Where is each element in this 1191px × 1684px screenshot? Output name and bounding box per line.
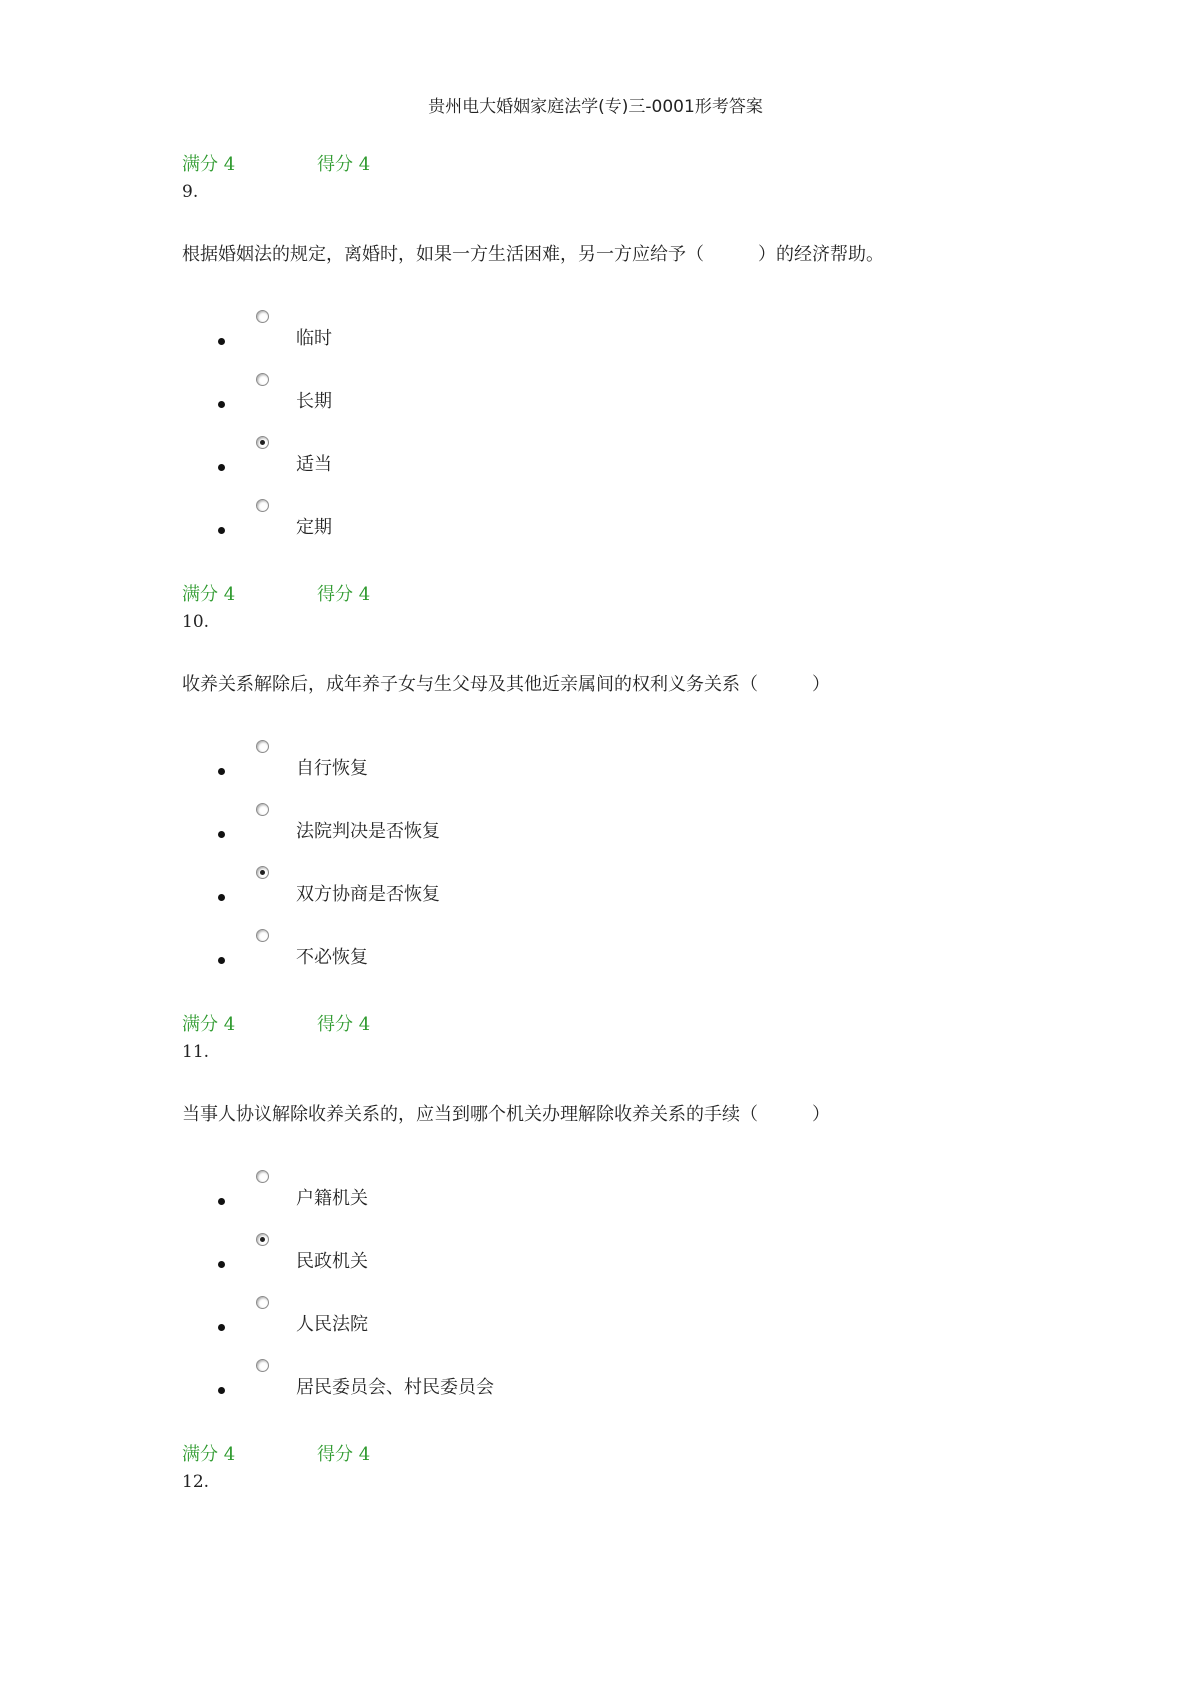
score-line [182, 1010, 1082, 1034]
option-label: 民政机关 [296, 1251, 368, 1272]
radio-button[interactable] [256, 310, 269, 323]
option-label: 不必恢复 [296, 947, 368, 968]
bullet-icon [218, 894, 225, 901]
full-score: 满分 4 [182, 154, 236, 175]
option-label: 自行恢复 [296, 758, 368, 779]
full-score: 满分 4 [182, 1444, 236, 1465]
question-number: 11. [182, 1042, 210, 1062]
option-label: 户籍机关 [296, 1188, 368, 1209]
option-label: 临时 [296, 328, 332, 349]
question-text: 当事人协议解除收养关系的，应当到哪个机关办理解除收养关系的手续（ ） [182, 1104, 830, 1125]
bullet-icon [218, 401, 225, 408]
bullet-icon [218, 1387, 225, 1394]
radio-button[interactable] [256, 499, 269, 512]
radio-button[interactable] [256, 1233, 269, 1246]
question-9 [182, 150, 1082, 538]
question-number: 10. [182, 612, 210, 632]
question-number: 9. [182, 182, 199, 202]
radio-button[interactable] [256, 1359, 269, 1372]
score-line [182, 580, 1082, 604]
bullet-icon [218, 768, 225, 775]
option-label: 适当 [296, 454, 332, 475]
radio-button[interactable] [256, 803, 269, 816]
got-score: 得分 4 [317, 1014, 371, 1035]
question-10 [182, 580, 1082, 968]
bullet-icon [218, 1324, 225, 1331]
radio-button[interactable] [256, 866, 269, 879]
question-text: 收养关系解除后，成年养子女与生父母及其他近亲属间的权利义务关系（ ） [182, 674, 830, 695]
got-score: 得分 4 [317, 584, 371, 605]
bullet-icon [218, 527, 225, 534]
bullet-icon [218, 1198, 225, 1205]
bullet-icon [218, 464, 225, 471]
question-12 [182, 1440, 1082, 1492]
option-label: 法院判决是否恢复 [296, 821, 440, 842]
option-label: 居民委员会、村民委员会 [296, 1377, 494, 1398]
bullet-icon [218, 831, 225, 838]
question-number: 12. [182, 1472, 210, 1492]
option-label: 长期 [296, 391, 332, 412]
score-line [182, 1440, 1082, 1464]
radio-button[interactable] [256, 1170, 269, 1183]
score-line [182, 150, 1082, 174]
radio-button[interactable] [256, 740, 269, 753]
radio-button[interactable] [256, 436, 269, 449]
page-header: 贵州电大婚姻家庭法学(专)三-0001形考答案 [428, 97, 763, 117]
option-label: 定期 [296, 517, 332, 538]
full-score: 满分 4 [182, 584, 236, 605]
got-score: 得分 4 [317, 154, 371, 175]
bullet-icon [218, 338, 225, 345]
question-11 [182, 1010, 1082, 1398]
radio-button[interactable] [256, 373, 269, 386]
full-score: 满分 4 [182, 1014, 236, 1035]
bullet-icon [218, 1261, 225, 1268]
option-label: 人民法院 [296, 1314, 368, 1335]
bullet-icon [218, 957, 225, 964]
radio-button[interactable] [256, 929, 269, 942]
radio-button[interactable] [256, 1296, 269, 1309]
question-text: 根据婚姻法的规定，离婚时，如果一方生活困难，另一方应给予（ ）的经济帮助。 [182, 244, 884, 265]
got-score: 得分 4 [317, 1444, 371, 1465]
option-label: 双方协商是否恢复 [296, 884, 440, 905]
